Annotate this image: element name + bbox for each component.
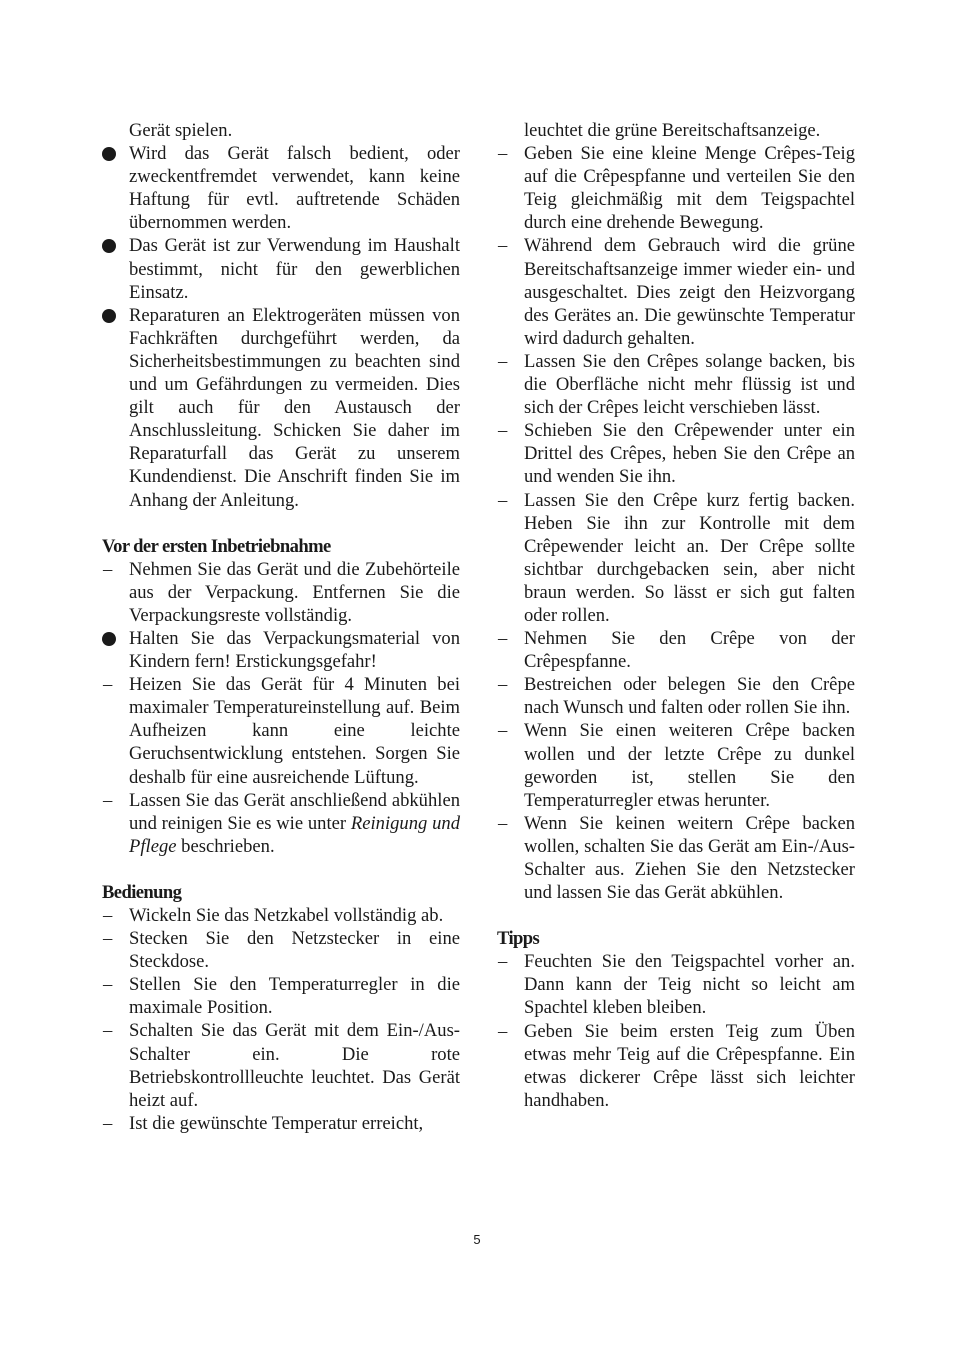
dash-marker: – (103, 905, 113, 926)
list-item (497, 719, 855, 811)
list-item-text: Nehmen Sie den Crêpe von der Crêpespfanne. (524, 628, 855, 673)
list-item-text: Nehmen Sie das Gerät und die Zubehörteile aus der Verpackung. Entfernen Sie die Verpackungsreste vollständig. (129, 558, 460, 626)
dash-marker: – (103, 928, 113, 950)
list-item-text: Wird das Gerät falsch bedient, oder zweckentfremdet verwendet, kann keine Haftung für evtl. auftretende Schäden übernommen werden. (129, 143, 460, 234)
list-item-text: Während dem Gebrauch wird die grüne Bereitschaftsanzeige immer wieder ein- und ausgeschaltet. Dies zeigt den Heizvorgang des Gerätes an. Die gewünschte Temperatur wird dadurch gehalten. (524, 235, 855, 349)
list-item-text: Lassen Sie den Crêpe kurz fertig backen. Heben Sie ihn zur Kontrolle mit dem Crêpewender leicht an. Der Crêpe sollte sichtbar durchgebacken sein, aber nicht braun werden. So lässt er sich gut falten oder rollen. (524, 489, 855, 626)
dash-marker: – (498, 350, 508, 372)
list-item-text: Heizen Sie das Gerät für 4 Minuten bei maximaler Temperatureinstellung auf. Beim Aufheizen kann eine leichte Geruchsentwicklung entstehen. Sorgen Sie deshalb für eine ausreichende Lüftung. (129, 674, 460, 788)
list-item-text: Halten Sie das Verpackungsmaterial von Kindern fern! Erstickungsgefahr! (129, 627, 460, 673)
list-item (497, 673, 855, 719)
list-item-text: Lassen Sie das Gerät anschließend abkühlen und reinigen Sie es wie unter (129, 789, 460, 834)
list-item-text: Geben Sie eine kleine Menge Crêpes-Teig auf die Crêpespfanne und verteilen Sie den Teig gleichmäßig mit dem Teigspachtel durch eine drehende Bewegung. (524, 143, 855, 234)
list-item (102, 142, 460, 234)
continuation-text: leuchtet die grüne Bereitschaftsanzeige. (524, 120, 821, 141)
dash-marker: – (498, 420, 508, 442)
dash-marker: – (103, 1020, 113, 1042)
dash-marker: – (103, 789, 113, 811)
list-item (102, 1019, 460, 1111)
left-column (102, 119, 460, 1135)
page-number: 5 (473, 1232, 481, 1247)
list-item (497, 627, 855, 673)
list-item-text: Schieben Sie den Crêpewender unter ein Drittel des Crêpes, heben Sie den Crêpe an und wenden Sie ihn. (524, 420, 855, 488)
list-item (497, 1020, 855, 1112)
list-item-text: Wenn Sie keinen weitern Crêpe backen wollen, schalten Sie das Gerät am Ein-/Aus-Schalter aus. Ziehen Sie den Netzstecker und lassen Sie das Gerät abkühlen. (524, 812, 855, 904)
list-item (102, 234, 460, 303)
dash-marker: – (103, 674, 113, 696)
section-heading-first-use: Vor der ersten Inbetriebnahme (102, 535, 331, 557)
intro-continuation: Gerät spielen. (129, 120, 233, 141)
list-item-text: Wickeln Sie das Netzkabel vollständig ab. (129, 905, 444, 926)
list-item (497, 950, 855, 1019)
list-item (102, 927, 460, 973)
bullet-icon (102, 304, 122, 329)
dash-marker: – (498, 1020, 508, 1042)
list-item (497, 350, 855, 419)
dash-marker: – (498, 235, 508, 257)
right-column (497, 119, 855, 1112)
list-item-text: Geben Sie beim ersten Teig zum Üben etwas mehr Teig auf die Crêpespfanne. Ein etwas dickerer Crêpe lässt sich leichter handhaben. (524, 1020, 855, 1111)
list-item (102, 627, 460, 673)
bullet-icon (102, 234, 122, 259)
list-item (102, 673, 460, 788)
list-item (102, 558, 460, 627)
dash-marker: – (498, 143, 508, 165)
bullet-icon (102, 627, 122, 652)
dash-marker: – (498, 628, 508, 650)
dash-marker: – (103, 974, 113, 996)
list-item-text: Stecken Sie den Netzstecker in eine Steckdose. (129, 928, 460, 973)
list-item-text: Lassen Sie den Crêpes solange backen, bis die Oberfläche nicht mehr flüssig ist und sich der Crêpes leicht verschieben lässt. (524, 350, 855, 419)
dash-marker: – (103, 558, 113, 580)
section-reference: Reinigung und Pflege (129, 812, 460, 857)
list-item-text: Wenn Sie einen weiteren Crêpe backen wollen und der letzte Crêpe zu dunkel geworden ist, stellen Sie den Temperaturregler etwas herunter. (524, 720, 855, 811)
list-item-text: Bestreichen oder belegen Sie den Crêpe nach Wunsch und falten oder rollen Sie ihn. (524, 674, 855, 719)
list-item-text: beschrieben. (181, 835, 275, 857)
list-item-text: Das Gerät ist zur Verwendung im Haushalt bestimmt, nicht für den gewerblichen Einsatz. (129, 235, 460, 303)
dash-marker: – (103, 1112, 113, 1134)
section-heading-operation: Bedienung (102, 881, 182, 903)
list-item (497, 419, 855, 488)
dash-marker: – (498, 489, 508, 511)
bullet-icon (102, 142, 122, 167)
dash-marker: – (498, 812, 508, 834)
dash-marker: – (498, 720, 508, 742)
list-item-text: Stellen Sie den Temperaturregler in die maximale Position. (129, 974, 460, 1019)
list-item-text: Schalten Sie das Gerät mit dem Ein-/Aus-Schalter ein. Die rote Betriebskontrollleuchte leuchtet. Das Gerät heizt auf. (129, 1020, 460, 1111)
list-item (497, 234, 855, 349)
list-item (102, 904, 460, 927)
list-item (102, 1112, 460, 1135)
list-item (102, 973, 460, 1019)
list-item-text: Ist die gewünschte Temperatur erreicht, (129, 1112, 424, 1134)
list-item (497, 489, 855, 628)
list-item-text: Feuchten Sie den Teigspachtel vorher an. Dann kann der Teig nicht so leicht am Spachtel kleben bleiben. (524, 951, 855, 1019)
section-heading-tips: Tipps (497, 928, 540, 950)
list-item (102, 304, 460, 512)
dash-marker: – (498, 951, 508, 973)
list-item-text: Reparaturen an Elektrogeräten müssen von Fachkräften durchgeführt werden, da Sicherheitsbestimmungen zu beachten sind und um Gefährdungen zu vermeiden. Dies gilt auch für den Austausch der Anschlussleitung. Schicken Sie daher im Reparaturfall das Gerät zu unserem Kundendienst. Die Anschrift finden Sie im Anhang der Anleitung. (129, 304, 460, 511)
list-item (497, 812, 855, 904)
dash-marker: – (498, 674, 508, 696)
list-item (102, 789, 460, 858)
list-item (497, 142, 855, 234)
